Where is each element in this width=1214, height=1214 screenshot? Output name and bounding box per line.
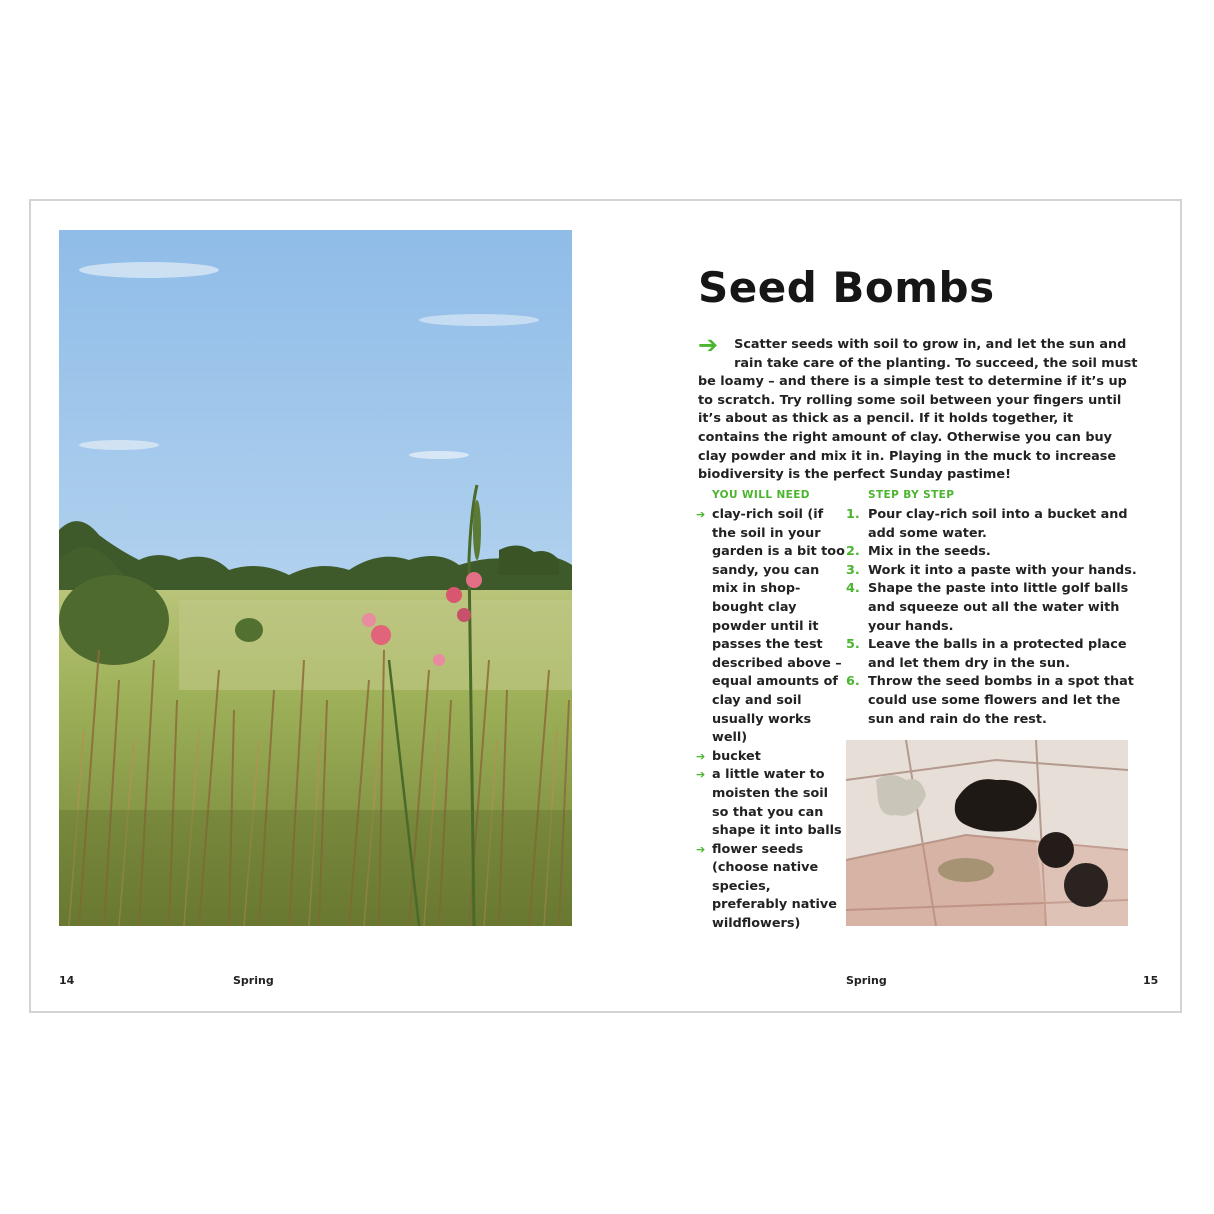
list-item: ➔ a little water to moisten the soil so that you can shape it into balls xyxy=(696,767,842,839)
step-item: 5. Leave the balls in a protected place and let them dry in the sun. xyxy=(846,637,1127,671)
left-page-number: 14 xyxy=(59,974,75,987)
step-by-step-heading: STEP BY STEP xyxy=(868,489,955,501)
list-item: ➔ flower seeds (choose native species, preferably native wildflowers) xyxy=(696,841,837,932)
step-item: 2. Mix in the seeds. xyxy=(846,544,991,560)
intro-text: Scatter seeds with soil to grow in, and let the sun and rain take care of the planting. To succeed, the soil must be loamy – and there is a simple test to determine if it’s up to scratch. Try rolling some soil between your fingers until it’s about as thick as a pencil. If it holds together, it contains the right amount of clay. Otherwise you can buy clay powder and mix it in. Playing in the muck to increase biodiversity is the perfect Sunday pastime! xyxy=(698,337,1138,483)
list-item: ➔ clay-rich soil (if the soil in your garden is a bit too sandy, you can mix in shop-bought clay powder until it passes the test described above – equal amounts of clay and soil usually works well) xyxy=(696,507,845,746)
book-spread xyxy=(29,199,1182,1013)
step-item: 1. Pour clay-rich soil into a bucket and add some water. xyxy=(846,507,1128,541)
arrow-right-icon: ➔ xyxy=(698,331,719,359)
meadow-photo xyxy=(59,230,572,926)
page-title: Seed Bombs xyxy=(698,263,995,312)
arrow-right-icon: ➔ xyxy=(696,842,706,856)
seed-bombs-photo xyxy=(846,740,1128,926)
arrow-right-icon: ➔ xyxy=(696,749,706,763)
step-item: 6. Throw the seed bombs in a spot that could use some flowers and let the sun and rain do the rest. xyxy=(846,674,1134,727)
you-will-need-list xyxy=(696,489,846,934)
left-running-footer: Spring xyxy=(233,974,274,987)
intro-paragraph xyxy=(698,331,1138,485)
step-item: 3. Work it into a paste with your hands. xyxy=(846,562,1137,578)
arrow-right-icon: ➔ xyxy=(696,768,706,782)
you-will-need-heading: YOU WILL NEED xyxy=(712,489,810,501)
arrow-right-icon: ➔ xyxy=(696,508,706,521)
right-running-footer: Spring xyxy=(846,974,887,987)
step-item: 4. Shape the paste into little golf balls and squeeze out all the water with your hands. xyxy=(846,581,1129,634)
right-page-number: 15 xyxy=(1143,974,1159,987)
list-item: ➔ bucket xyxy=(696,748,846,767)
step-by-step-list xyxy=(846,489,1146,729)
